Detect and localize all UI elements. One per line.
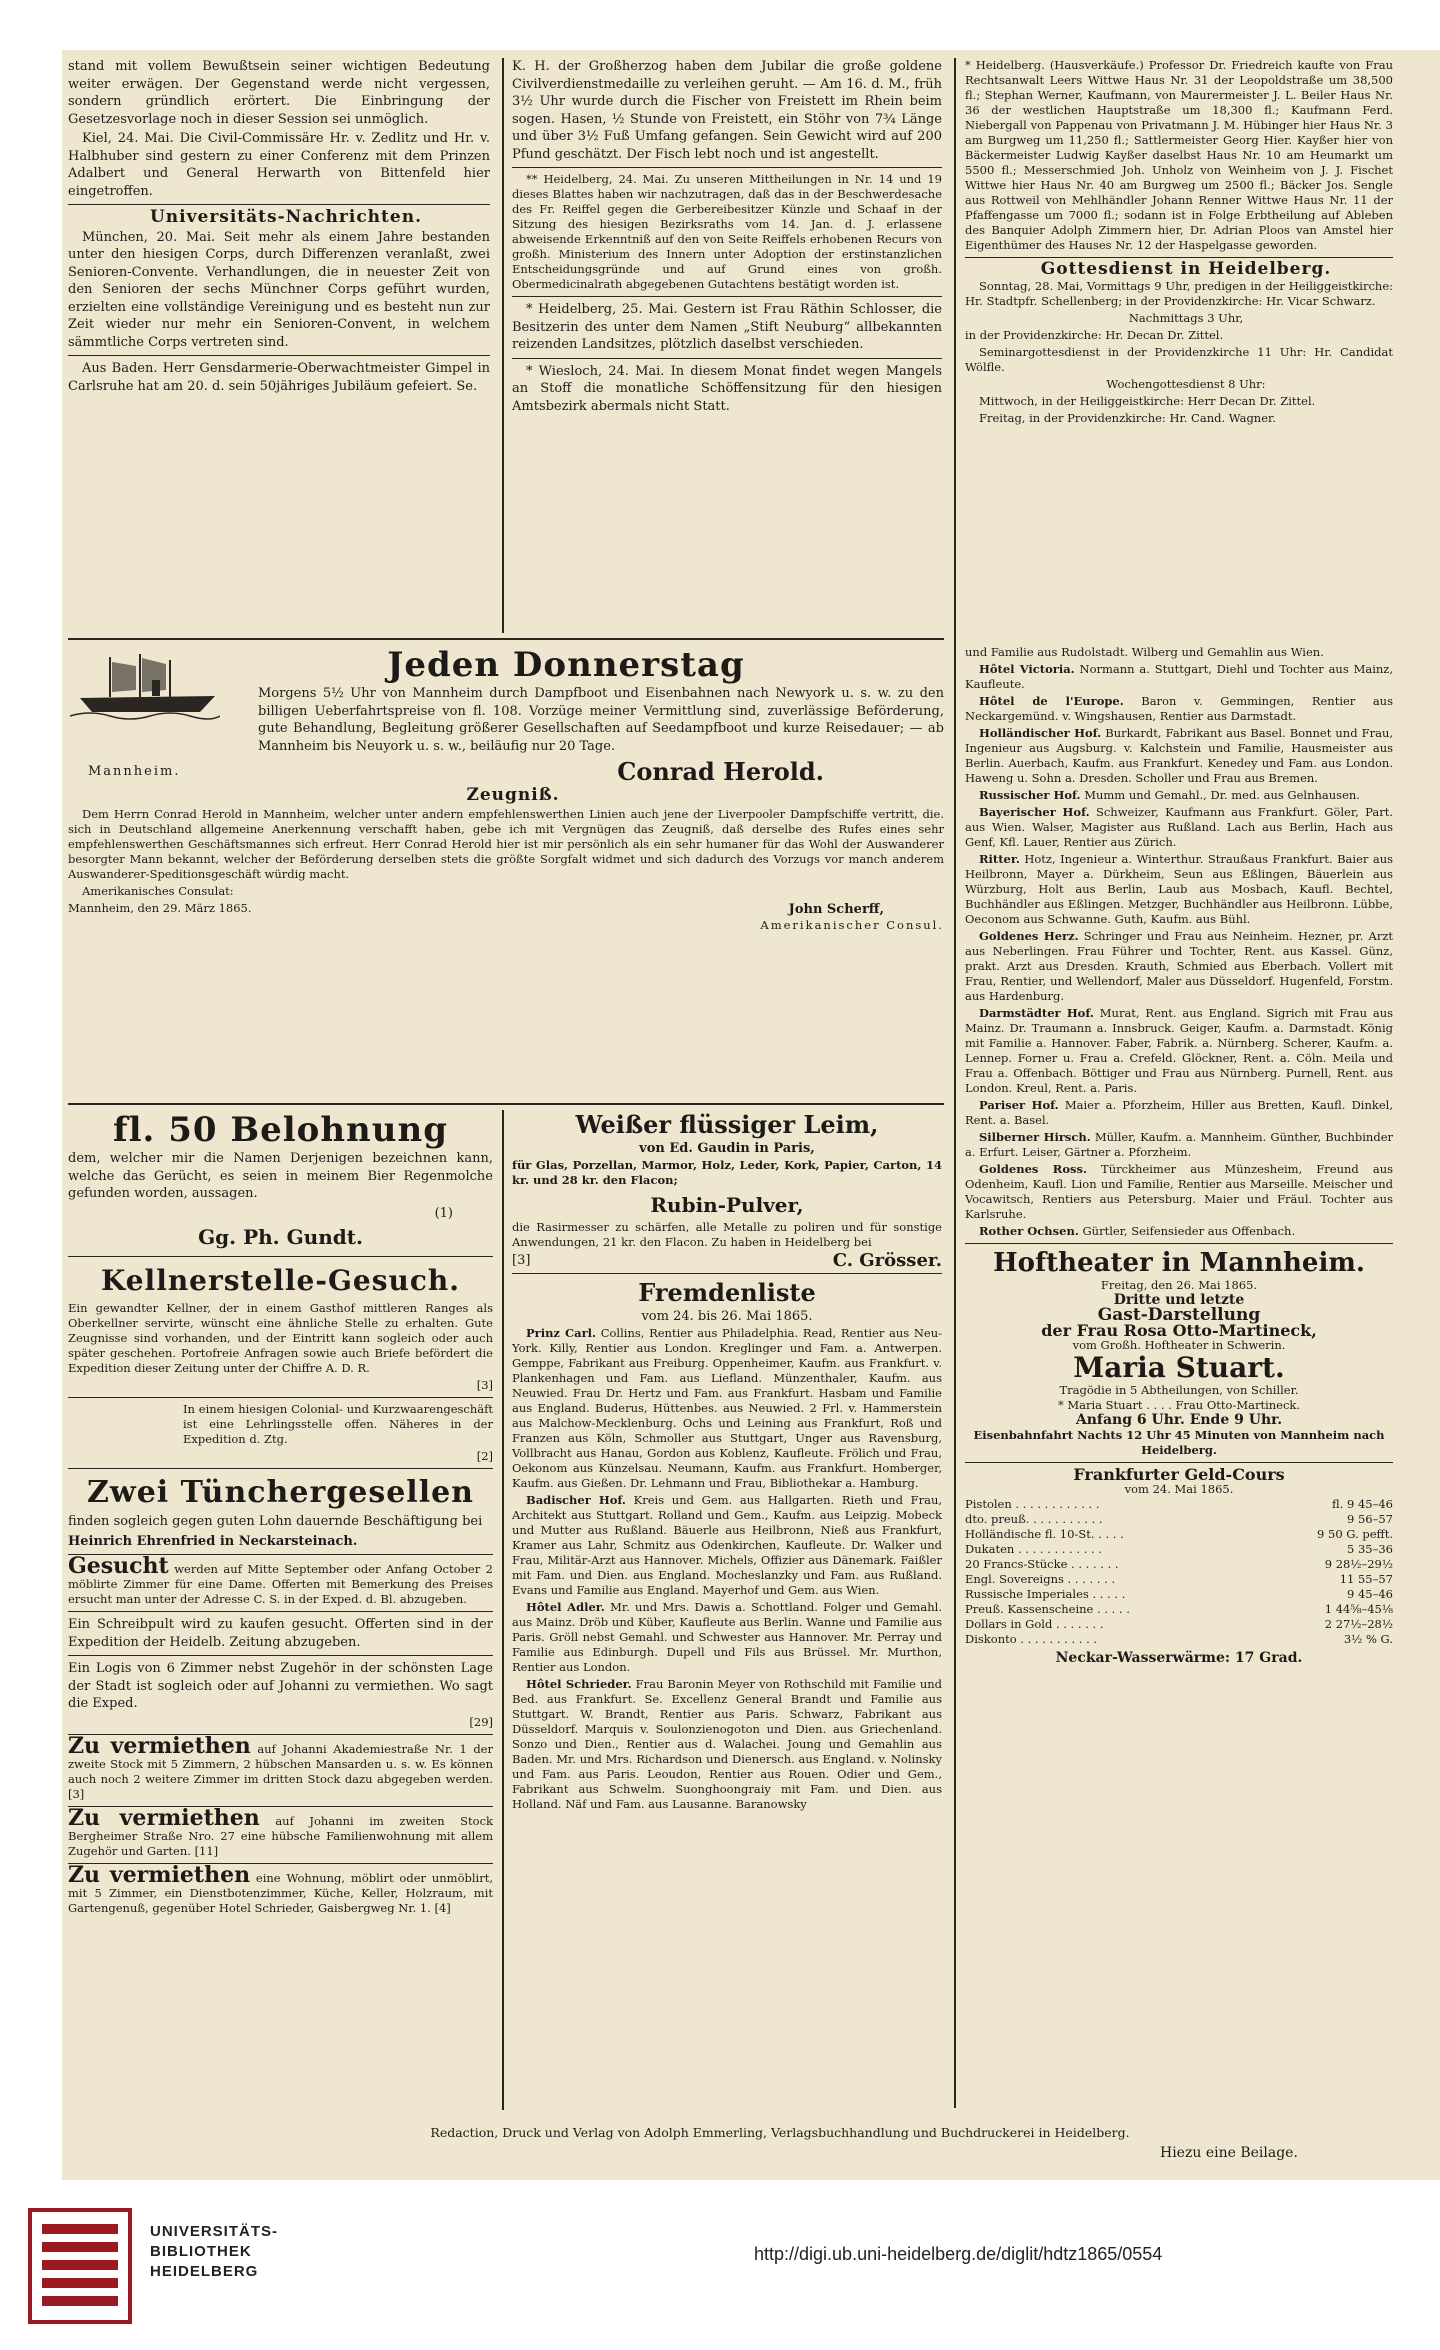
geldcours-row: Preuß. Kassenscheine . . . . . 1 44⅝–45⅛ — [965, 1602, 1393, 1616]
column-news-middle — [512, 58, 942, 628]
divider — [68, 1256, 493, 1257]
library-name: UNIVERSITÄTS- BIBLIOTHEK HEIDELBERG — [150, 2223, 279, 2280]
zeugnis-date: Mannheim, den 29. März 1865. — [68, 900, 252, 915]
belohnung-signature: Gg. Ph. Gundt. — [198, 1225, 363, 1249]
hotel-name: Hôtel Adler. — [526, 1599, 605, 1614]
divider — [512, 296, 942, 297]
article-heidelberg-24: ** Heidelberg, 24. Mai. Zu unseren Mittheilungen in Nr. 14 und 19 dieses Blattes haben wir nachzutragen, daß das in der Beschwerdesache des Fr. Reiffel gegen die Gerbereibesitzer Künzle und Schaaf in der Sitzung des hiesigen Bezirksraths vom 14. Jan. d. J. erlassene abweisende Erkenntniß auf den von Seite Reiffels erhobenen Recurs von großh. Ministerium des Innern unter Adoption der erstinstanzlichen Entscheidungsgründe und auf Grund eines von großh. Obermedicinalrath abgegebenen Gutachtens bestätigt worden ist. — [512, 172, 942, 291]
article-baden: Aus Baden. Herr Gensdarmerie-Oberwachtmeister Gimpel in Carlsruhe hat am 20. d. sein 50jähriges Jubiläum gefeiert. Se. — [68, 361, 490, 394]
hotel-guests: Schweizer, Kaufmann aus Frankfurt. Göler, Part. aus Wien. Walser, Magister aus Rußland. Lach aus Berlin, Hach aus Genf, Kfl. Lauer, Rentier aus Zürich. — [965, 805, 1393, 849]
theater-line: der Frau Rosa Otto-Martineck, — [1041, 1321, 1317, 1340]
fremdenliste-title: Fremdenliste — [638, 1278, 816, 1307]
divider — [68, 1655, 493, 1656]
logis-text: Ein Logis von 6 Zimmer nebst Zugehör in der schönsten Lage der Stadt ist sogleich oder auf Johanni zu vermiethen. Wo sagt die Exped. — [68, 1661, 493, 1711]
vermiethen-3-text: eine Wohnung, möblirt oder unmöblirt, mit 5 Zimmer, ein Dienstbotenzimmer, Küche, Keller, Holzraum, mit Gartengenuß, gegenüber Hotel Schrieder, Gaisbergweg Nr. 1. — [68, 1870, 493, 1915]
rubin-number: [3] — [512, 1252, 531, 1268]
theater-line: Gast-Darstellung — [1097, 1305, 1261, 1325]
geldcours-row: dto. preuß. . . . . . . . . . . 9 56–57 — [965, 1512, 1393, 1526]
article-muenchen: München, 20. Mai. Seit mehr als einem Jahre bestanden unter den hiesigen Corps, durch Differenzen veranlaßt, zwei Senioren-Convente. Verhandlungen, die in neuester Zeit von den Senioren der sechs Münchner Corps geführt wurden, erzielten eine vollständige Vereinigung und es besteht nun zur Zeit wieder nur mehr ein Senioren-Convent, in welchem sämmtliche Corps vertreten sind. — [68, 229, 490, 350]
rubin-text: die Rasirmesser zu schärfen, alle Metalle zu poliren und für sonstige Anwendungen, 21 kr. den Flacon. Zu haben in Heidelberg bei — [512, 1219, 942, 1249]
colonial-text: In einem hiesigen Colonial- und Kurzwaarengeschäft ist eine Lehrlingsstelle offen. Näheres in der Expedition d. Ztg. — [183, 1402, 493, 1446]
theater-genre: Tragödie in 5 Abtheilungen, von Schiller. — [1059, 1383, 1299, 1397]
hotel-guests: Türckheimer aus Münzesheim, Freund aus Odenheim, Kaufl. Lion und Familie, Rentier aus Marseille. Meischer und Vocawitsch, Rentiers aus Petersburg. Maier und Fräul. Tochter aus Karlsruhe. — [965, 1162, 1393, 1221]
tuencher-title: Zwei Tünchergesellen — [87, 1475, 474, 1510]
divider — [68, 204, 490, 205]
geldcours-row: Holländische fl. 10-St. . . . . 9 50 G. pefft. — [965, 1527, 1393, 1541]
vermiethen-1-number: [3] — [68, 1786, 85, 1801]
hotel-name: Ritter. — [979, 852, 1020, 866]
theater-title: Hoftheater in Mannheim. — [993, 1248, 1365, 1278]
ad-title: Jeden Donnerstag — [387, 645, 745, 685]
vermiethen-2-text: auf Johanni im zweiten Stock Bergheimer Straße Nro. 27 eine hübsche Familienwohnung mit allem Zugehör und Garten. — [68, 1813, 493, 1858]
theater-line: Dritte und letzte — [1113, 1292, 1245, 1308]
geldcours-row: 20 Francs-Stücke . . . . . . . 9 28½–29½ — [965, 1557, 1393, 1571]
hotel-guests: Collins, Rentier aus Philadelphia. Read, Rentier aus Neu-York. Killy, Rentier aus London. Kreglinger und Fam. a. Antwerpen. Gemppe, Fabrikant aus Freiburg. Oppenheimer, Kaufm. aus Frankfurt. v. Plankenhagen und Fam. aus Liefland. Münzenthaler, Kaufm. aus Neuwied. Frau Dr. Hertz und Fam. aus Frankfurt. Hasbam und Familie aus England. Buderus, Hüttenbes. aus Neuwied. 2 Frl. v. Hammerstein aus Malchow-Mecklenburg. Ochs und Leining aus Frankfurt, Roß und Franzen aus Köln, Schmoller aus Stuttgart, Unger aus Ravensburg, Vollbracht aus Hanau, Gordon aus Koblenz, Kaufleute. Frölich und Frau, Oekonom aus Künzelsau. Neumann, Kaufm. aus Frankfurt. Homberger, Kaufm. aus Gießen. Dr. Lehmann und Frau, Bibliothekar a. Hamburg. — [512, 1325, 942, 1490]
column-right-lower — [965, 645, 1393, 2115]
hotel-name: Hôtel de l'Europe. — [979, 694, 1124, 708]
geldcours-row: Diskonto . . . . . . . . . . . 3½ % G. — [965, 1632, 1393, 1646]
leim-maker: von Ed. Gaudin in Paris, — [639, 1141, 815, 1156]
hotel-guests: Müller, Kaufm. a. Mannheim. Günther, Buchbinder a. Erfurt. Leiser, Gärtner a. Pforzheim. — [965, 1130, 1393, 1159]
divider — [68, 1468, 493, 1469]
article-grossherzog: K. H. der Großherzog haben dem Jubilar die große goldene Civilverdienstmedaille zu verleihen geruht. — Am 16. d. M., früh 3½ Uhr wurde durch die Fischer von Freistett im Rhein beim sogen. Hasen, ½ Stunde von Freistett, ein Stöhr von 7¾ Länge und über 3½ Fuß Umfang gefangen. Sein Gewicht wird auf 200 Pfund geschätzt. Der Fisch lebt noch und ist angestellt. — [512, 59, 942, 162]
column-news-left — [68, 58, 490, 618]
hotel-guests: Gürtler, Seifensieder aus Offenbach. — [1082, 1224, 1296, 1238]
fremdenliste-date: vom 24. bis 26. Mai 1865. — [641, 1309, 813, 1324]
geldcours-row: Russische Imperiales . . . . . 9 45–46 — [965, 1587, 1393, 1601]
hotel-name: Hôtel Victoria. — [979, 662, 1075, 676]
consulat-label: Amerikanisches Consulat: — [82, 883, 234, 898]
hotel-name: Russischer Hof. — [979, 788, 1081, 802]
hotel-guests: Baron v. Gemmingen, Rentier aus Neckargemünd. v. Wingshausen, Rentier aus Darmstadt. — [965, 694, 1393, 723]
rubin-title: Rubin-Pulver, — [650, 1192, 804, 1217]
hotel-guests: Hotz, Ingenieur a. Winterthur. Straußaus Frankfurt. Baier aus Heilbronn, Mayer a. Dürkheim, Seun aus Eßlingen, Bäuerlein aus Würzburg, Holt aus Berlin, Laub aus Mosbach, Kaufl. Bechtel, Buchhändler aus Eßlingen. Metzger, Buchhändler aus Heilbronn. Lübbe, Oeconom aus Schwanne. Guth, Kaufm. aus Bühl. — [965, 852, 1393, 926]
colonial-number: [2] — [476, 1449, 493, 1463]
hotel-name: Holländischer Hof. — [979, 726, 1102, 740]
divider — [68, 1397, 493, 1398]
leim-title: Weißer flüssiger Leim, — [575, 1110, 879, 1139]
theater-rail: Eisenbahnfahrt Nachts 12 Uhr 45 Minuten von Mannheim nach Heidelberg. — [973, 1428, 1385, 1457]
rubin-signature: C. Grösser. — [832, 1249, 942, 1271]
divider — [512, 358, 942, 359]
hotel-guests: Mumm und Gemahl., Dr. med. aus Gelnhausen. — [1084, 788, 1360, 802]
belohnung-text: dem, welcher mir die Namen Derjenigen bezeichnen kann, welche das Gerücht, es seien in meinem Bier Regenmolche gefunden worden, aussagen. — [68, 1151, 493, 1201]
ad-herold — [68, 645, 944, 1095]
hotel-guests: Kreis und Gem. aus Hallgarten. Rieth und Frau, Architekt aus Stuttgart. Rolland und Gem., Kaufm. aus Leipzig. Mobeck und Mutter aus Rußland. Bäuerle aus Heilbronn, Nieß aus Frankfurt, Kramer aus Lahr, Schmitz aus Odenkirchen, Kaufleute. Dr. Walker und Frau, Militär-Arzt aus Hannover. Michels, Offizier aus Dänemark. Faißler mit Fam. und Dien. aus England. Mocheslanzky und Fam. aus Rußland. Evans und Familie aus England. Mayerhof und Gem. aus Wien. — [512, 1492, 942, 1597]
geldcours-row: Dukaten . . . . . . . . . . . . 5 35–36 — [965, 1542, 1393, 1556]
beilage-note: Hiezu eine Beilage. — [1160, 2145, 1298, 2161]
hotel-guests: Mr. und Mrs. Dawis a. Schottland. Folger und Gemahl. aus Mainz. Dröb und Küber, Kaufleute aus Berlin. Wanne und Familie aus Paris. Gröll nebst Gemahl. und Schwester aus Hannover. Mr. Perray und Familie aus Edinburgh. Dupell und Fils aus Brüssel. Mr. Murthon, Rentier aus London. — [512, 1599, 942, 1674]
section-rule — [68, 638, 944, 640]
geldcours-row: Pistolen . . . . . . . . . . . . fl. 9 45–46 — [965, 1497, 1393, 1511]
university-library-logo-icon — [22, 2202, 140, 2332]
geldcours-row: Dollars in Gold . . . . . . . 2 27½–28½ — [965, 1617, 1393, 1631]
section-heading-universitaet: Universitäts-Nachrichten. — [149, 207, 422, 227]
kellner-title: Kellnerstelle-Gesuch. — [101, 1264, 460, 1297]
gottesdienst-line: Nachmittags 3 Uhr, — [1128, 311, 1244, 325]
neckar-water-temperature: Neckar-Wasserwärme: 17 Grad. — [1055, 1650, 1303, 1666]
hotel-guests: Burkardt, Fabrikant aus Basel. Bonnet und Frau, Ingenieur aus Augsburg. v. Kalchstein und Familie, Hausmeister aus Berlin. Auerbach, Kaufm. aus Frankfurt. Kenedey und Fam. aus London. Haweng u. Sohn a. Dresden. Scholler und Frau aus Bremen. — [965, 726, 1393, 785]
kellner-number: [3] — [476, 1378, 493, 1392]
divider — [68, 355, 490, 356]
hotel-name: Pariser Hof. — [979, 1098, 1059, 1112]
gottesdienst-line: Seminargottesdienst in der Providenzkirche 11 Uhr: Hr. Candidat Wölfle. — [965, 345, 1393, 374]
zeugnis-signer: John Scherff, — [788, 901, 884, 917]
zeugnis-heading: Zeugniß. — [466, 785, 560, 805]
ad-place: Mannheim. — [88, 764, 181, 780]
theater-line: vom Großh. Hoftheater in Schwerin. — [1072, 1338, 1286, 1352]
hotel-name: Badischer Hof. — [526, 1492, 626, 1507]
zeugnis-signer-role: Amerikanischer Consul. — [760, 918, 944, 932]
hotel-name: Darmstädter Hof. — [979, 1006, 1094, 1020]
divider — [512, 167, 942, 168]
column-rule — [502, 1110, 504, 2110]
theater-play: Maria Stuart. — [1073, 1351, 1285, 1384]
gesucht-title: Gesucht — [68, 1553, 169, 1579]
hotel-guests: Murat, Rent. aus England. Sigrich mit Frau aus Mainz. Dr. Traumann a. Innsbruck. Geiger, Kaufm. a. Darmstadt. König mit Familie a. Hannover. Faber, Fabrik. a. Nürnberg. Scherer, Kaufm. a. Lennep. Forner u. Frau a. Crefeld. Glöckner, Rent. a. Cöln. Meila und Frau a. Offenbach. Böttiger und Frau aus Nürnberg. Purnell, Rent. aus London. Kreul, Rent. a. Paris. — [965, 1006, 1393, 1095]
vermiethen-3-number: [4] — [434, 1900, 451, 1915]
imprint: Redaction, Druck und Verlag von Adolph Emmerling, Verlagsbuchhandlung und Buchdruckerei in Heidelberg. — [430, 2125, 1130, 2140]
tuencher-signature: Heinrich Ehrenfried in Neckarsteinach. — [68, 1533, 358, 1549]
hotel-name: Goldenes Ross. — [979, 1162, 1087, 1176]
logis-number: [29] — [469, 1714, 493, 1729]
belohnung-number: (1) — [434, 1205, 453, 1221]
hotel-guests: Schringer und Frau aus Neinheim. Hezner, pr. Arzt aus Neberlingen. Frau Führer und Tochter, Rent. aus Kassel. Günz, prakt. Arzt aus Dresden. Krauth, Schmied aus Eberbach. Vollert mit Frau, Rentier, und Wellendorf, Maler aus Düsseldorf. Hugenfeld, Forstm. aus Hardenburg. — [965, 929, 1393, 1003]
zeugnis-text: Dem Herrn Conrad Herold in Mannheim, welcher unter andern empfehlenswerthen Linien auch jene der Liverpooler Dampfschiffe vertritt, die. sich in Deutschland allgemeine Anerkennung verschafft haben, gebe ich mit Vergnügen das Zeugniß, daß derselbe des Rufes eines sehr empfehlenswerthen Geschäftsmannes sich erfreut. Herr Conrad Herold hier ist mir persönlich als ein sehr humaner für das Wohl der Auswanderer besorgter Mann bekannt, welcher der Beförderung derselben stets die größte Sorgfalt widmet und sich dadurch des Vorzugs vor manch anderem Auswanderer-Speditionsgeschäft würdig macht. — [68, 806, 944, 881]
column-news-right — [965, 58, 1393, 633]
divider — [965, 257, 1393, 258]
divider — [965, 1243, 1393, 1244]
gottesdienst-line: Wochengottesdienst 8 Uhr: — [1106, 377, 1266, 391]
hotel-name: Hôtel Schrieder. — [526, 1676, 632, 1691]
vermiethen-1-title: Zu vermiethen — [68, 1732, 251, 1759]
ads-left-column — [68, 1110, 493, 2120]
hotel-name: Goldenes Herz. — [979, 929, 1079, 943]
theater-times: Anfang 6 Uhr. Ende 9 Uhr. — [1075, 1412, 1283, 1428]
schreibpult-text: Ein Schreibpult wird zu kaufen gesucht. Offerten sind in der Expedition der Heidelb. Zeitung abzugeben. — [68, 1617, 493, 1650]
divider — [965, 1462, 1393, 1463]
hotel-guests: und Familie aus Rudolstadt. Wilberg und Gemahlin aus Wien. — [965, 645, 1324, 659]
vermiethen-2-title: Zu vermiethen — [68, 1804, 260, 1831]
gottesdienst-line: Sonntag, 28. Mai, Vormittags 9 Uhr, predigen in der Heiliggeistkirche: Hr. Stadtpfr. Schellenberg; in der Providenzkirche: Hr. Vicar Schwarz. — [965, 279, 1393, 308]
leim-text: für Glas, Porzellan, Marmor, Holz, Leder, Kork, Papier, Carton, 14 kr. und 28 kr. den Flacon; — [512, 1157, 942, 1187]
article-hausverkaeufe: * Heidelberg. (Hausverkäufe.) Professor Dr. Friedreich kaufte von Frau Rechtsanwalt Leers Wittwe Haus Nr. 31 der Leopoldstraße um 38,500 fl.; Stephan Werner, Kaufmann, von Maurermeister J. L. Beiler Haus Nr. 36 der westlichen Hauptstraße um 18,300 fl.; Kaufmann Ferd. Niebergall von Pappenau von Privatmann J. M. Hübinger hier Haus Nr. 3 am Burgweg um 11,250 fl.; Sattlermeister Georg Hier. Kayßer hier von Bäckermeister Ludwig Kayßer daselbst Haus Nr. 10 am Heumarkt um 5500 fl.; Messerschmied Joh. Unholz von Weinheim von J. J. Fischet Wittwe hier Haus Nr. 40 am Burgweg um 2500 fl.; Bäcker Jos. Sengle aus Rottweil von Mehlhändler Johann Renner Wittwe Haus Nr. 11 der Pfaffengasse um 7000 fl.; sodann ist in Folge Erbtheilung auf Ableben des Banquier Adolph Zimmern hier, Dr. Adrian Ploos van Amstel hier Eigenthümer des Hauses Nr. 12 der Haspelgasse geworden. — [965, 58, 1393, 252]
ad-text: Morgens 5½ Uhr von Mannheim durch Dampfboot und Eisenbahnen nach Newyork u. s. w. zu den billigen Ueberfahrtspreise von fl. 108. Vorzüge meiner Vermittlung sind, zuverlässige Beförderung, gute Behandlung, Begleitung größerer Gesellschaften auf Seedampfboot und kurze Reisedauer; — ab Mannheim bis Neuyork u. s. w., beiläufig nur 20 Tage. — [258, 686, 944, 754]
hotel-name: Prinz Carl. — [526, 1325, 597, 1340]
permalink-url[interactable]: http://digi.ub.uni-heidelberg.de/diglit/hdtz1865/0554 — [754, 2244, 1163, 2264]
kellner-text: Ein gewandter Kellner, der in einem Gasthof mittleren Ranges als Oberkellner servirte, wünscht eine ähnliche Stelle zu erhalten. Gute Zeugnisse sind vorhanden, und der Eintritt kann sogleich oder auch später geschehen. Portofreie Anfragen sowie auch Briefe befördert die Expedition dieser Zeitung unter der Chiffre A. D. R. — [68, 1301, 493, 1375]
theater-cast: * Maria Stuart . . . . Frau Otto-Martineck. — [1057, 1398, 1301, 1412]
column-rule — [954, 58, 956, 2108]
hotel-name: Rother Ochsen. — [979, 1224, 1079, 1238]
section-rule — [68, 1103, 944, 1105]
hotel-guests: Normann a. Stuttgart, Diehl und Tochter aus Mainz, Kaufleute. — [965, 662, 1393, 691]
geldcours-title: Frankfurter Geld-Cours — [1073, 1465, 1285, 1484]
gottesdienst-line: Mittwoch, in der Heiliggeistkirche: Herr Decan Dr. Zittel. — [979, 394, 1316, 408]
vermiethen-3-title: Zu vermiethen — [68, 1861, 251, 1888]
gottesdienst-line: in der Providenzkirche: Hr. Decan Dr. Zittel. — [965, 328, 1224, 342]
vermiethen-1-text: auf Johanni Akademiestraße Nr. 1 der zweite Stock mit 5 Zimmern, 2 hübschen Mansarden u. s. w. Es können auch noch 2 weitere Zimmer im dritten Stock dazu abgegeben werden. — [68, 1741, 493, 1786]
column-rule — [502, 58, 504, 633]
divider — [512, 1273, 942, 1274]
divider — [68, 1611, 493, 1612]
vermiethen-2-number: [11] — [194, 1843, 219, 1858]
article-heidelberg-25: * Heidelberg, 25. Mai. Gestern ist Frau Räthin Schlosser, die Besitzerin des unter dem Namen „Stift Neuburg“ allbekannten reizenden Landsitzes, plötzlich daselbst verschieden. — [512, 302, 942, 352]
gottesdienst-line: Freitag, in der Providenzkirche: Hr. Cand. Wagner. — [979, 411, 1276, 425]
article-wiesloch: * Wiesloch, 24. Mai. In diesem Monat findet wegen Mangels an Stoff die monatliche Schöffensitzung für den hiesigen Amtsbezirk abermals nicht Statt. — [512, 363, 942, 414]
hotel-name: Bayerischer Hof. — [979, 805, 1090, 819]
belohnung-title: fl. 50 Belohnung — [113, 1110, 448, 1150]
ads-middle-column — [512, 1110, 942, 2120]
hotel-guests: Frau Baronin Meyer von Rothschild mit Familie und Bed. aus Frankfurt. Se. Excellenz General Brandt und Familie aus Stuttgart. W. Brandt, Rentier aus Paris. Schwarz, Fabrikant aus Düsseldorf. Marquis v. Soulonzienogoton und Dien. aus Griechenland. Sonzo und Dien., Rentier aus d. Walachei. Joung und Gemahlin aus Baden. Mr. und Mrs. Richardson und Dienersch. aus England. v. Nolinsky und Fam. aus Paris. Leoudon, Rentier aus Rouen. Odier und Gem., Fabrikant aus Schwelm. Suonghoongraiy mit Fam. und Dien. aus Holland. Näf und Fam. aus Lausanne. Baranowsky — [512, 1676, 942, 1811]
ad-signature: Conrad Herold. — [617, 757, 824, 786]
theater-date: Freitag, den 26. Mai 1865. — [1100, 1278, 1258, 1292]
hotel-name: Silberner Hirsch. — [979, 1130, 1091, 1144]
section-heading-gottesdienst: Gottesdienst in Heidelberg. — [1040, 259, 1332, 279]
article-intro: stand mit vollem Bewußtsein seiner wichtigen Bedeutung weiter erwägen. Der Gegenstand werde nicht vergessen, sondern gründlich erörtert. Die Einbringung der Gesetzesvorlage noch in dieser Session sei unmöglich. — [68, 59, 490, 127]
gesucht-text: werden auf Mitte September oder Anfang October 2 möblirte Zimmer für eine Dame. Offerten mit Bemerkung des Preises ersucht man unter der Adresse C. S. in der Exped. d. Bl. abzugeben. — [68, 1562, 493, 1606]
tuencher-text: finden sogleich gegen guten Lohn dauernde Beschäftigung bei — [68, 1514, 483, 1529]
hotel-guests: Maier a. Pforzheim, Hiller aus Bretten, Kaufl. Dinkel, Rent. a. Basel. — [965, 1098, 1393, 1127]
geldcours-row: Engl. Sovereigns . . . . . . . 11 55–57 — [965, 1572, 1393, 1586]
geldcours-date: vom 24. Mai 1865. — [1124, 1482, 1234, 1496]
article-kiel: Kiel, 24. Mai. Die Civil-Commissäre Hr. v. Zedlitz und Hr. v. Halbhuber sind gestern zu einer Conferenz mit dem Prinzen Adalbert und General Herwarth von Bittenfeld hier eingetroffen. — [68, 131, 490, 199]
